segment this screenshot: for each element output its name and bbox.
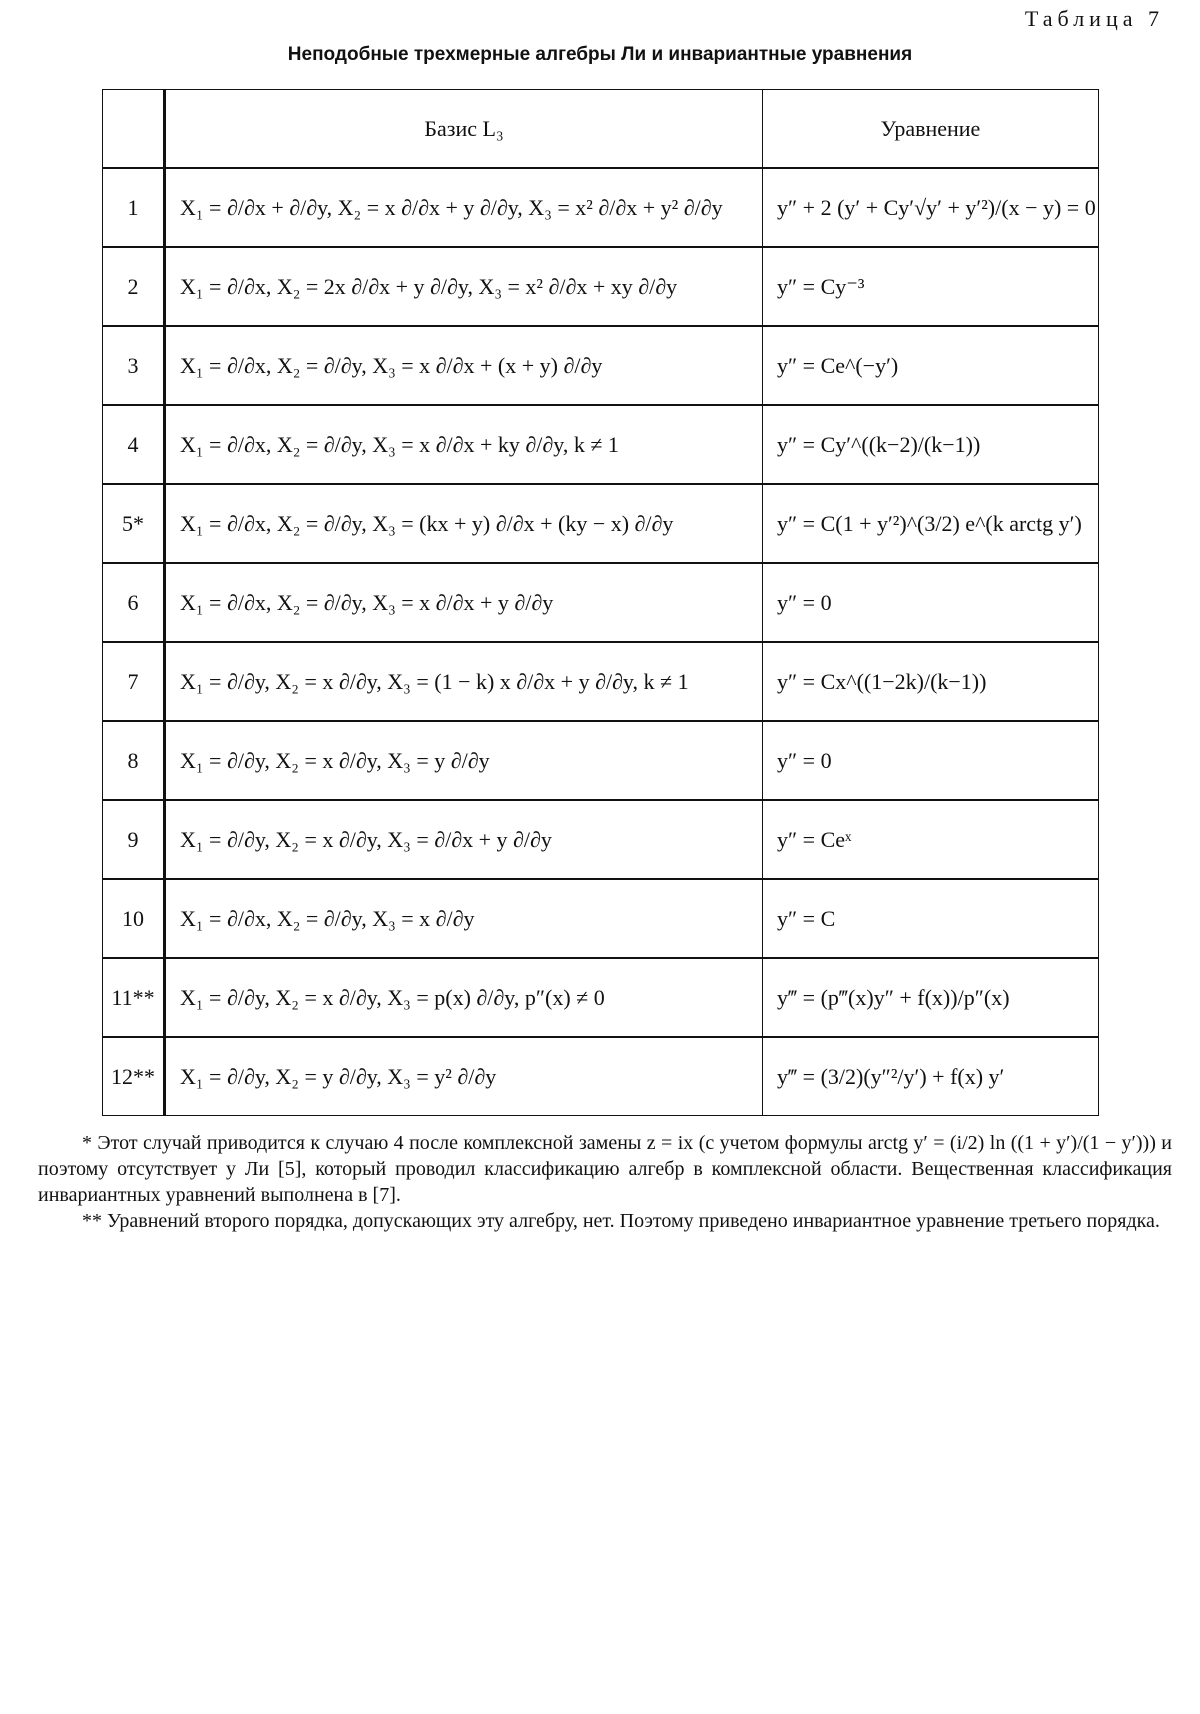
row-equation: y″ = C(1 + y′²)^(3/2) e^(k arctg y′) bbox=[763, 484, 1099, 563]
row-basis: X₁ = ∂/∂y, X₂ = x ∂/∂y, X₃ = p(x) ∂/∂y, p″(x) ≠ 0 bbox=[165, 958, 763, 1037]
row-equation: y″ + 2 (y′ + Cy′√y′ + y′²)/(x − y) = 0 bbox=[763, 168, 1099, 247]
row-basis: X₁ = ∂/∂y, X₂ = x ∂/∂y, X₃ = (1 − k) x ∂/∂x + y ∂/∂y, k ≠ 1 bbox=[165, 642, 763, 721]
row-basis: X₁ = ∂/∂x, X₂ = ∂/∂y, X₃ = x ∂/∂x + y ∂/∂y bbox=[165, 563, 763, 642]
row-basis: X₁ = ∂/∂y, X₂ = x ∂/∂y, X₃ = y ∂/∂y bbox=[165, 721, 763, 800]
row-number: 12** bbox=[103, 1037, 165, 1116]
header-basis: Базис L₃ bbox=[165, 90, 763, 169]
row-number: 11** bbox=[103, 958, 165, 1037]
table-row bbox=[103, 563, 1099, 642]
header-number bbox=[103, 90, 165, 169]
row-equation: y″ = Cx^((1−2k)/(k−1)) bbox=[763, 642, 1099, 721]
table-row bbox=[103, 642, 1099, 721]
table-row bbox=[103, 721, 1099, 800]
row-basis: X₁ = ∂/∂x + ∂/∂y, X₂ = x ∂/∂x + y ∂/∂y, X₃ = x² ∂/∂x + y² ∂/∂y bbox=[165, 168, 763, 247]
table-label: Таблица 7 bbox=[1024, 6, 1164, 31]
row-equation: y‴ = (p‴(x)y″ + f(x))/p″(x) bbox=[763, 958, 1099, 1037]
row-equation: y″ = Cy⁻³ bbox=[763, 247, 1099, 326]
row-basis: X₁ = ∂/∂x, X₂ = 2x ∂/∂x + y ∂/∂y, X₃ = x² ∂/∂x + xy ∂/∂y bbox=[165, 247, 763, 326]
row-number: 1 bbox=[103, 168, 165, 247]
footnotes bbox=[38, 1130, 1172, 1234]
row-equation: y″ = 0 bbox=[763, 721, 1099, 800]
row-number: 6 bbox=[103, 563, 165, 642]
row-equation: y″ = Ce^(−y′) bbox=[763, 326, 1099, 405]
table-row bbox=[103, 800, 1099, 879]
row-number: 4 bbox=[103, 405, 165, 484]
row-equation: y″ = 0 bbox=[763, 563, 1099, 642]
row-number: 2 bbox=[103, 247, 165, 326]
table-row bbox=[103, 1037, 1099, 1116]
row-equation: y‴ = (3/2)(y″²/y′) + f(x) y′ bbox=[763, 1037, 1099, 1116]
footnote-single-star: * Этот случай приводится к случаю 4 после комплексной замены z = ix (с учетом формулы arctg y′ = (i/2) ln ((1 + y′)/(1 − y′))) и поэтому отсутствует у Ли [5], который проводил классификацию алгебр в комплексной области. Вещественная классификация инвариантных уравнений выполнена в [7]. bbox=[38, 1132, 1172, 1206]
table-row bbox=[103, 405, 1099, 484]
row-basis: X₁ = ∂/∂x, X₂ = ∂/∂y, X₃ = x ∂/∂x + ky ∂/∂y, k ≠ 1 bbox=[165, 405, 763, 484]
table-row bbox=[103, 484, 1099, 563]
header-equation: Уравнение bbox=[763, 90, 1099, 169]
footnote-double-star: ** Уравнений второго порядка, допускающих эту алгебру, нет. Поэтому приведено инвариантное уравнение третьего порядка. bbox=[82, 1210, 1160, 1232]
row-basis: X₁ = ∂/∂y, X₂ = x ∂/∂y, X₃ = ∂/∂x + y ∂/∂y bbox=[165, 800, 763, 879]
row-number: 10 bbox=[103, 879, 165, 958]
row-basis: X₁ = ∂/∂x, X₂ = ∂/∂y, X₃ = x ∂/∂x + (x + y) ∂/∂y bbox=[165, 326, 763, 405]
row-number: 8 bbox=[103, 721, 165, 800]
row-basis: X₁ = ∂/∂y, X₂ = y ∂/∂y, X₃ = y² ∂/∂y bbox=[165, 1037, 763, 1116]
table-row bbox=[103, 168, 1099, 247]
row-number: 9 bbox=[103, 800, 165, 879]
table-row bbox=[103, 326, 1099, 405]
row-number: 7 bbox=[103, 642, 165, 721]
lie-algebra-table bbox=[102, 89, 1099, 1116]
table-row bbox=[103, 879, 1099, 958]
table-header-row bbox=[103, 90, 1099, 169]
row-basis: X₁ = ∂/∂x, X₂ = ∂/∂y, X₃ = x ∂/∂y bbox=[165, 879, 763, 958]
table-row bbox=[103, 247, 1099, 326]
table-row bbox=[103, 958, 1099, 1037]
row-equation: y″ = C bbox=[763, 879, 1099, 958]
row-basis: X₁ = ∂/∂x, X₂ = ∂/∂y, X₃ = (kx + y) ∂/∂x + (ky − x) ∂/∂y bbox=[165, 484, 763, 563]
row-equation: y″ = Ceˣ bbox=[763, 800, 1099, 879]
row-number: 3 bbox=[103, 326, 165, 405]
table-title: Неподобные трехмерные алгебры Ли и инвариантные уравнения bbox=[287, 44, 913, 65]
row-equation: y″ = Cy′^((k−2)/(k−1)) bbox=[763, 405, 1099, 484]
row-number: 5* bbox=[103, 484, 165, 563]
